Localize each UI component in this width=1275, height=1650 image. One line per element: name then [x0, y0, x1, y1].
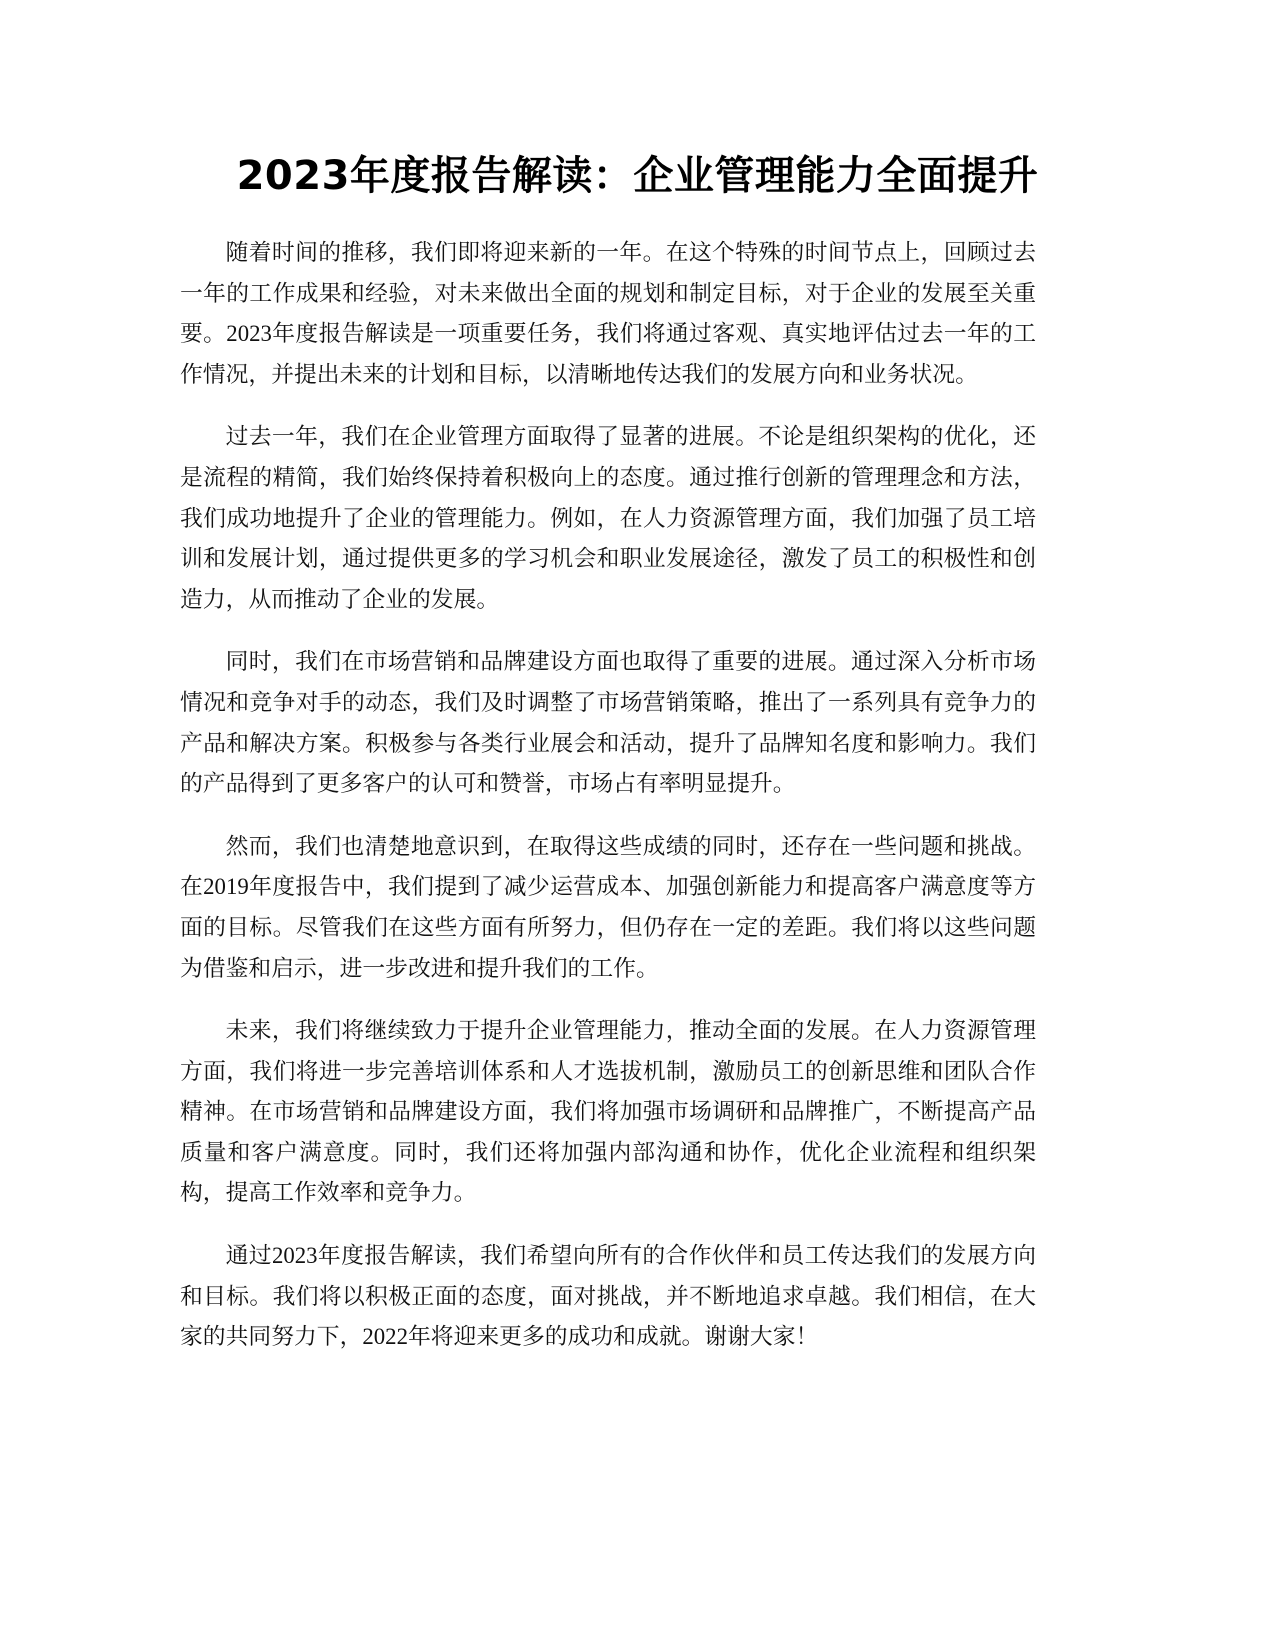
paragraph-3: 同时，我们在市场营销和品牌建设方面也取得了重要的进展。通过深入分析市场情况和竞争对手的动态，我们及时调整了市场营销策略，推出了一系列具有竞争力的产品和解决方案。积极参与各类行业展会和活动，提升了品牌知名度和影响力。我们的产品得到了更多客户的认可和赞誉，市场占有率明显提升。 — [180, 649, 1036, 797]
paragraph-1: 随着时间的推移，我们即将迎来新的一年。在这个特殊的时间节点上，回顾过去一年的工作成果和经验，对未来做出全面的规划和制定目标，对于企业的发展至关重要。2023年度报告解读是一项重要任务，我们将通过客观、真实地评估过去一年的工作情况，并提出未来的计划和目标，以清晰地传达我们的发展方向和业务状况。 — [180, 240, 1036, 387]
document-body — [180, 233, 1036, 1380]
paragraph-6: 通过2023年度报告解读，我们希望向所有的合作伙伴和员工传达我们的发展方向和目标。我们将以积极正面的态度，面对挑战，并不断地追求卓越。我们相信，在大家的共同努力下，2022年将迎来更多的成功和成就。谢谢大家！ — [180, 1243, 1036, 1350]
document-title: 2023年度报告解读：企业管理能力全面提升 — [236, 153, 1039, 199]
paragraph-2: 过去一年，我们在企业管理方面取得了显著的进展。不论是组织架构的优化，还是流程的精简，我们始终保持着积极向上的态度。通过推行创新的管理理念和方法，我们成功地提升了企业的管理能力。例如，在人力资源管理方面，我们加强了员工培训和发展计划，通过提供更多的学习机会和职业发展途径，激发了员工的积极性和创造力，从而推动了企业的发展。 — [180, 424, 1036, 612]
paragraph-5: 未来，我们将继续致力于提升企业管理能力，推动全面的发展。在人力资源管理方面，我们将进一步完善培训体系和人才选拔机制，激励员工的创新思维和团队合作精神。在市场营销和品牌建设方面，我们将加强市场调研和品牌推广，不断提高产品质量和客户满意度。同时，我们还将加强内部沟通和协作，优化企业流程和组织架构，提高工作效率和竞争力。 — [180, 1018, 1036, 1206]
paragraph-4: 然而，我们也清楚地意识到，在取得这些成绩的同时，还存在一些问题和挑战。在2019年度报告中，我们提到了减少运营成本、加强创新能力和提高客户满意度等方面的目标。尽管我们在这些方面有所努力，但仍存在一定的差距。我们将以这些问题为借鉴和启示，进一步改进和提升我们的工作。 — [180, 833, 1036, 981]
